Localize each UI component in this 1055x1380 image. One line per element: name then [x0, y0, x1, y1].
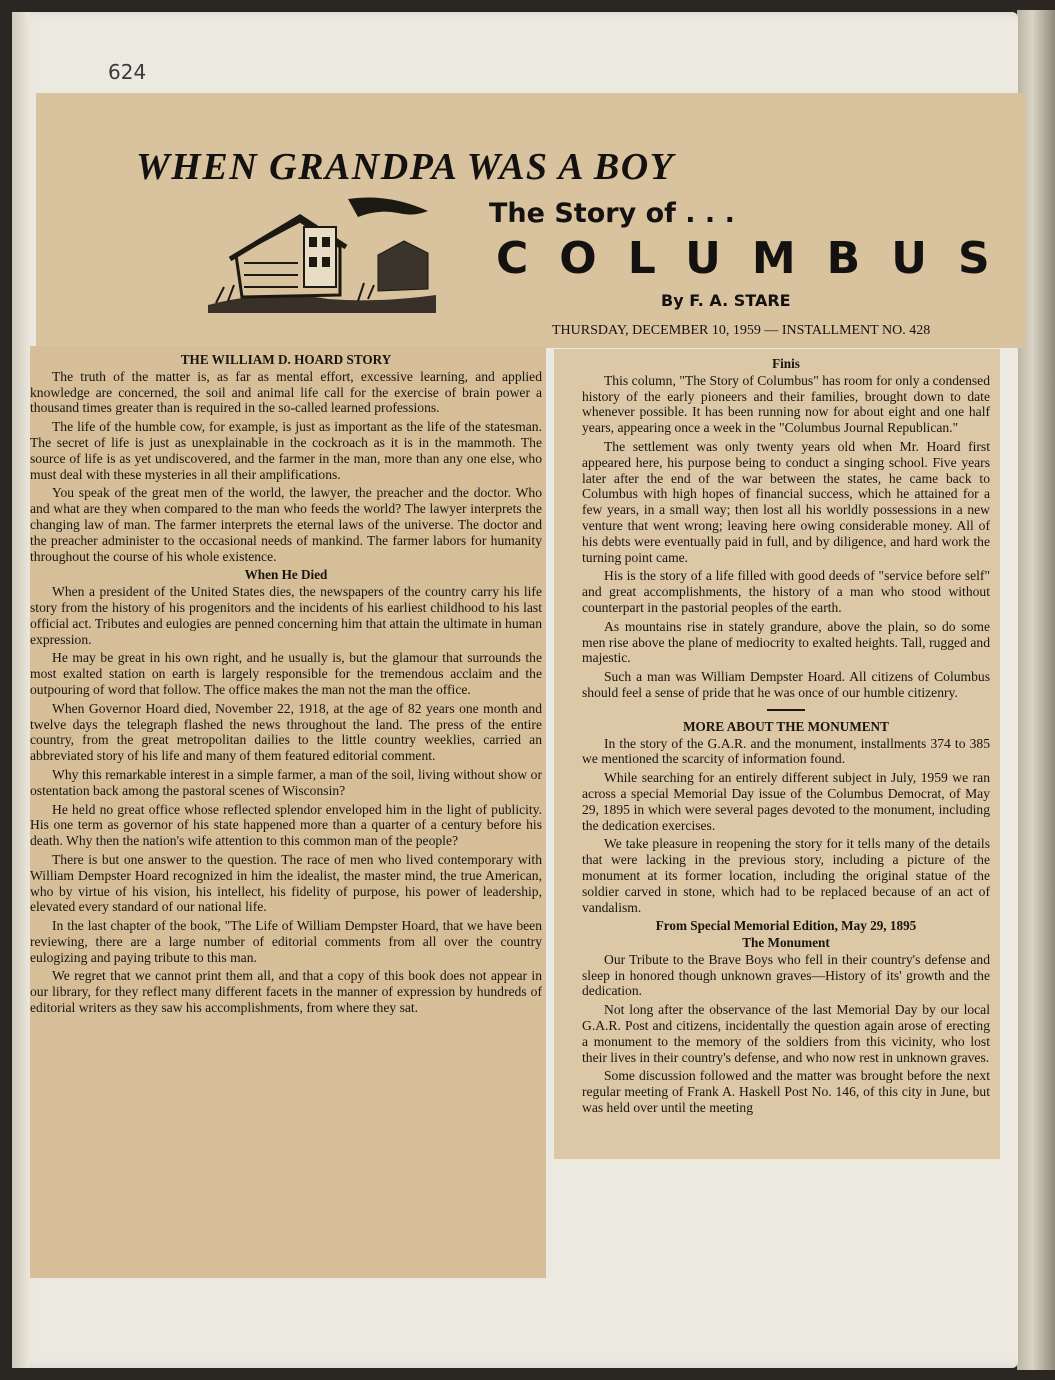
paragraph: Why this remarkable interest in a simple farmer, a man of the soil, living without show or ostentation back among the pastoral scenes of Wisconsin? — [30, 766, 542, 798]
paragraph: Our Tribute to the Brave Boys who fell in their country's defense and sleep in honored though unknown graves—History of its' growth and the dedication. — [582, 951, 990, 999]
byline: By F. A. STARE — [661, 291, 791, 310]
series-title: WHEN GRANDPA WAS A BOY — [136, 146, 675, 188]
paragraph: We take pleasure in reopening the story for it tells many of the details that were lacking in the previous story, including a picture of the monument at its former location, including the original statue of the soldier carved in stone, which had to be replaced because of an act of vandalism. — [582, 836, 990, 915]
paragraph: Such a man was William Dempster Hoard. All citizens of Columbus should feel a sense of pride that he was once of our humble citizenry. — [582, 669, 990, 700]
paragraph: As mountains rise in stately grandure, above the plain, so do some men rise above the plane of mediocrity to exalted heights. Tall, rugged and majestic. — [582, 618, 990, 666]
paragraph: Not long after the observance of the last Memorial Day by our local G.A.R. Post and citizens, incidentally the question again arose of erecting a monument to the memory of the soldiers from this vicinity, who lost their lives in their country's defense, and who now rest in unknown graves. — [582, 1002, 990, 1065]
paragraph: The life of the humble cow, for example, is just as important as the life of the statesman. The secret of life is just as unexplainable in the cockroach as it is in the mammoth. The source of life is as yet undiscovered, and the farmer in the man, more than any one else, who must deal with these mysteries in all their amplifications. — [30, 419, 542, 482]
header-clipping — [36, 93, 1026, 348]
page-number: 624 — [108, 60, 147, 84]
dateline: THURSDAY, DECEMBER 10, 1959 — INSTALLMENT NO. 428 — [552, 323, 931, 338]
binding-gutter — [12, 12, 30, 1368]
paragraph: You speak of the great men of the world, the lawyer, the preacher and the doctor. Who and what are they when compared to the man who feeds the world? The lawyer interprets the changing law of man. The farmer interprets the eternal laws of the universe. The doctor and the preacher administer to the occasional needs of mankind. The farmer labors for humanity throughout the course of his whole existence. — [30, 485, 542, 564]
paragraph: His is the story of a life filled with good deeds of "service before self" and great accomplishments, the history of a man who stood without counterpart in the pastorial peoples of the earth. — [582, 568, 990, 615]
monument-heading: MORE ABOUT THE MONUMENT — [683, 718, 889, 734]
paragraph: This column, "The Story of Columbus" has room for only a condensed history of the early pioneers and their families, brought down to date whenever possible. It has been running now for about eight and one half years, appearing once a week in the "Columbus Journal Republican." — [582, 372, 990, 436]
paragraph: When a president of the United States dies, the newspapers of the country carry his life story from the history of his progenitors and the incidents of his earliest childhood to his last official act. Tributes and eulogies are penned concerning him that attain the ultimate in human expression. — [30, 584, 543, 647]
paragraph: The truth of the matter is, as far as mental effort, excessive learning, and applied knowledge are concerned, the soil and animal life call for the exercise of brain power a thousand times greater than is required in the so-called learned professions. — [30, 368, 542, 416]
paragraph: When Governor Hoard died, November 22, 1918, at the age of 82 years one month and twelve days the telegraph flashed the news throughout the land. The press of the entire country, from the great metropolitan dailies to the little country weeklies, carried an abbreviated story of his life and many of them featured editorial comment. — [30, 700, 542, 764]
columbus-title: COLUMBUS — [496, 233, 1021, 284]
paragraph: In the last chapter of the book, "The Life of William Dempster Hoard, that we have been reviewing, there are a large number of editorial comments from all over the country eulogizing and paying tribute to this man. — [30, 918, 542, 965]
paragraph: He may be great in his own right, and he usually is, but the glamour that surrounds the most exalted station on earth is largely responsible for the tremendous acclaim and the outpouring of word that follow. The office makes the man not the man the office. — [30, 650, 542, 697]
farmhouse-illustration-icon — [208, 193, 438, 313]
story-of-label: The Story of . . . — [489, 198, 735, 229]
right-column-clipping — [554, 349, 1000, 1159]
paragraph: While searching for an entirely different subject in July, 1959 we ran across a special Memorial Day issue of the Columbus Democrat, of May 29, 1895 in which were several pages devoted to the monument, including the dedication exercises. — [582, 770, 990, 833]
paragraph: Some discussion followed and the matter was brought before the next regular meeting of Frank A. Haskell Post No. 146, of this city in June, but was held over until the meeting — [582, 1068, 990, 1116]
paragraph: We regret that we cannot print them all, and that a copy of this book does not appear in our library, for they reflect many different facets in the manner of expression by hundreds of editorial writers as they saw his accomplishments, from where they sat. — [30, 968, 542, 1016]
memorial-edition-subheading: From Special Memorial Edition, May 29, 1895 — [655, 918, 917, 934]
left-column-clipping — [30, 346, 546, 1278]
the-monument-subheading: The Monument — [742, 935, 830, 951]
section-divider — [767, 709, 805, 711]
when-he-died-subheading: When He Died — [244, 567, 328, 583]
paragraph: In the story of the G.A.R. and the monument, installments 374 to 385 we mentioned the scarcity of information found. — [582, 735, 990, 767]
paragraph: There is but one answer to the question. The race of men who lived contemporary with William Dempster Hoard recognized in him the idealist, the master mind, the true American, who by virtue of his vision, his intellect, his fidelity of purpose, his power of leadership, elevated every standard of our national life. — [30, 851, 542, 915]
left-column — [30, 352, 542, 1019]
hoard-story-heading: THE WILLIAM D. HOARD STORY — [180, 352, 392, 367]
finis-heading: Finis — [772, 356, 800, 371]
paragraph: He held no great office whose reflected splendor enveloped him in the light of publicity. His one term as governor of his state happened more than a quarter of a century before his death. Why then the nation's wife attention to this common man of the people? — [30, 801, 542, 849]
paragraph: The settlement was only twenty years old when Mr. Hoard first appeared here, his purpose being to conduct a singing school. Five years later after the end of the war between the states, he came back to Columbus with high hopes of financial success, which he attained for a few years, in a small way; then lost all his worldly possessions in a new venture that went wrong; leaving here owing considerable money. All of his debts were eventually paid in full, and by diligence, and hard work the turning point came. — [582, 438, 990, 565]
right-column — [582, 356, 990, 1119]
